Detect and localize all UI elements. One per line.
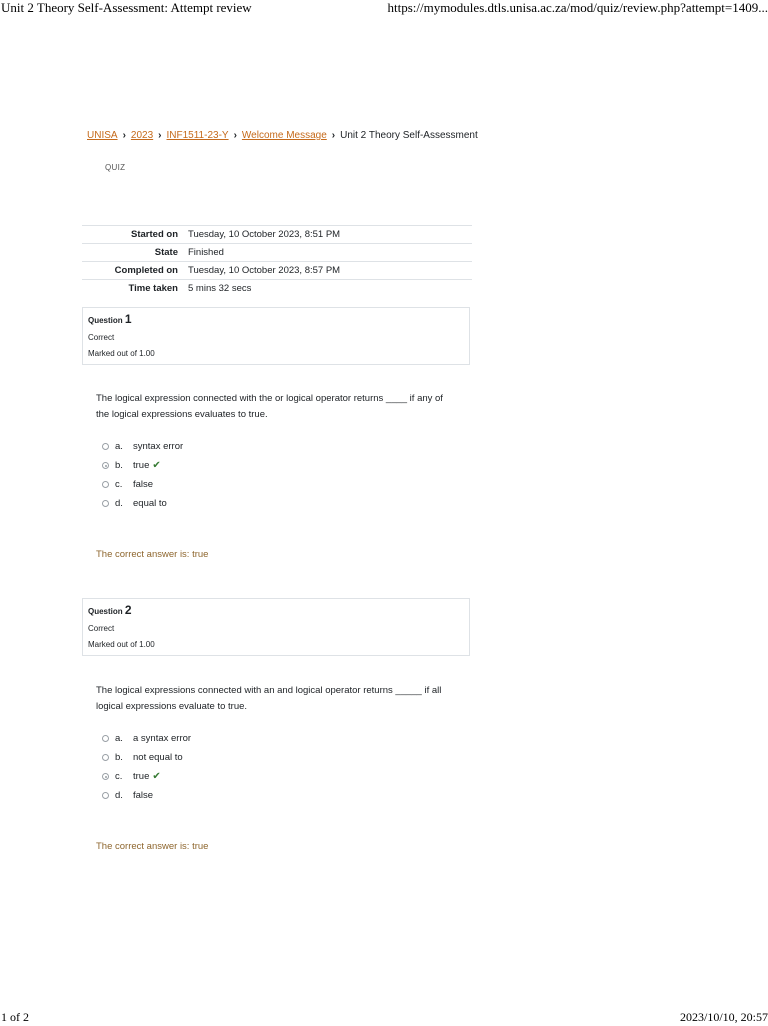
option-letter: a. [115,440,123,452]
breadcrumb-current: Unit 2 Theory Self-Assessment [340,130,478,141]
question-text: The logical expressions connected with an and logical operator returns _____ if all logical expressions evaluate to true. [96,685,442,712]
summary-value: Tuesday, 10 October 2023, 8:57 PM [188,262,472,280]
breadcrumb-link-course[interactable]: INF1511-23-Y [166,130,229,141]
question-label: Question [88,607,123,616]
chevron-right-icon: › [233,130,237,141]
option-text: true [133,770,150,782]
correct-check-icon: ✔ [152,770,161,782]
option-letter: d. [115,497,123,509]
radio-button[interactable] [102,443,109,450]
breadcrumb-link-welcome[interactable]: Welcome Message [241,130,327,141]
question-status: Correct [88,624,115,633]
summary-row [82,262,472,280]
question-number [88,603,464,617]
print-timestamp: 2023/10/10, 20:57 [679,1010,768,1024]
option-letter: c. [115,770,123,782]
activity-type-label: QUIZ [105,163,126,172]
option-text: false [133,789,154,801]
question-status: Correct [88,333,115,342]
page-count: 1 of 2 [1,1010,29,1024]
correct-check-icon: ✔ [152,459,161,471]
question-1-info [82,307,470,365]
answer-option[interactable] [102,786,472,805]
radio-button[interactable] [102,754,109,761]
option-text: syntax error [133,440,184,452]
question-number-value: 2 [124,603,132,617]
answer-option[interactable] [102,729,472,748]
option-letter: d. [115,789,123,801]
radio-button-selected[interactable] [102,462,109,469]
option-text: equal to [133,497,167,509]
option-letter: a. [115,732,123,744]
summary-value: 5 mins 32 secs [188,280,472,298]
summary-row [82,280,472,298]
print-page-title: Unit 2 Theory Self-Assessment: Attempt review [1,0,252,15]
question-label: Question [88,316,123,325]
summary-value: Finished [188,244,472,262]
answer-option[interactable] [102,767,472,786]
question-2-info [82,598,470,656]
question-2-formulation [82,683,472,855]
question-text: The logical expression connected with the or logical operator returns ____ if any of the logical expressions evaluates to true. [96,393,443,420]
option-text: not equal to [133,751,183,763]
answer-option[interactable] [102,456,472,475]
option-letter: c. [115,478,123,490]
chevron-right-icon: › [158,130,162,141]
question-marks: Marked out of 1.00 [88,640,155,649]
print-page-url: https://mymodules.dtls.unisa.ac.za/mod/quiz/review.php?attempt=1409... [387,0,768,15]
radio-button[interactable] [102,500,109,507]
radio-button[interactable] [102,481,109,488]
answer-option[interactable] [102,494,472,513]
question-number-value: 1 [124,312,132,326]
breadcrumb [87,130,478,141]
summary-row [82,226,472,244]
summary-label: Started on [82,226,188,244]
summary-label: Time taken [82,280,188,298]
answer-option[interactable] [102,437,472,456]
breadcrumb-link-unisa[interactable]: UNISA [87,130,118,141]
option-text: false [133,478,154,490]
option-letter: b. [115,459,123,471]
question-marks: Marked out of 1.00 [88,349,155,358]
question-1-formulation [82,391,472,563]
chevron-right-icon: › [331,130,336,141]
summary-label: Completed on [82,262,188,280]
print-header [0,0,768,16]
answer-option[interactable] [102,748,472,767]
radio-button[interactable] [102,792,109,799]
question-number [88,312,464,326]
radio-button[interactable] [102,735,109,742]
option-letter: b. [115,751,123,763]
answer-options [102,437,472,513]
summary-value: Tuesday, 10 October 2023, 8:51 PM [188,226,472,244]
summary-label: State [82,244,188,262]
option-text: true [133,459,150,471]
breadcrumb-link-year[interactable]: 2023 [130,130,154,141]
summary-row [82,244,472,262]
radio-button-selected[interactable] [102,773,109,780]
right-answer-feedback: The correct answer is: true [96,841,209,852]
answer-option[interactable] [102,475,472,494]
chevron-right-icon: › [122,130,126,141]
answer-options [102,729,472,805]
option-text: a syntax error [133,732,192,744]
right-answer-feedback: The correct answer is: true [96,549,209,560]
attempt-summary-table [82,225,472,297]
